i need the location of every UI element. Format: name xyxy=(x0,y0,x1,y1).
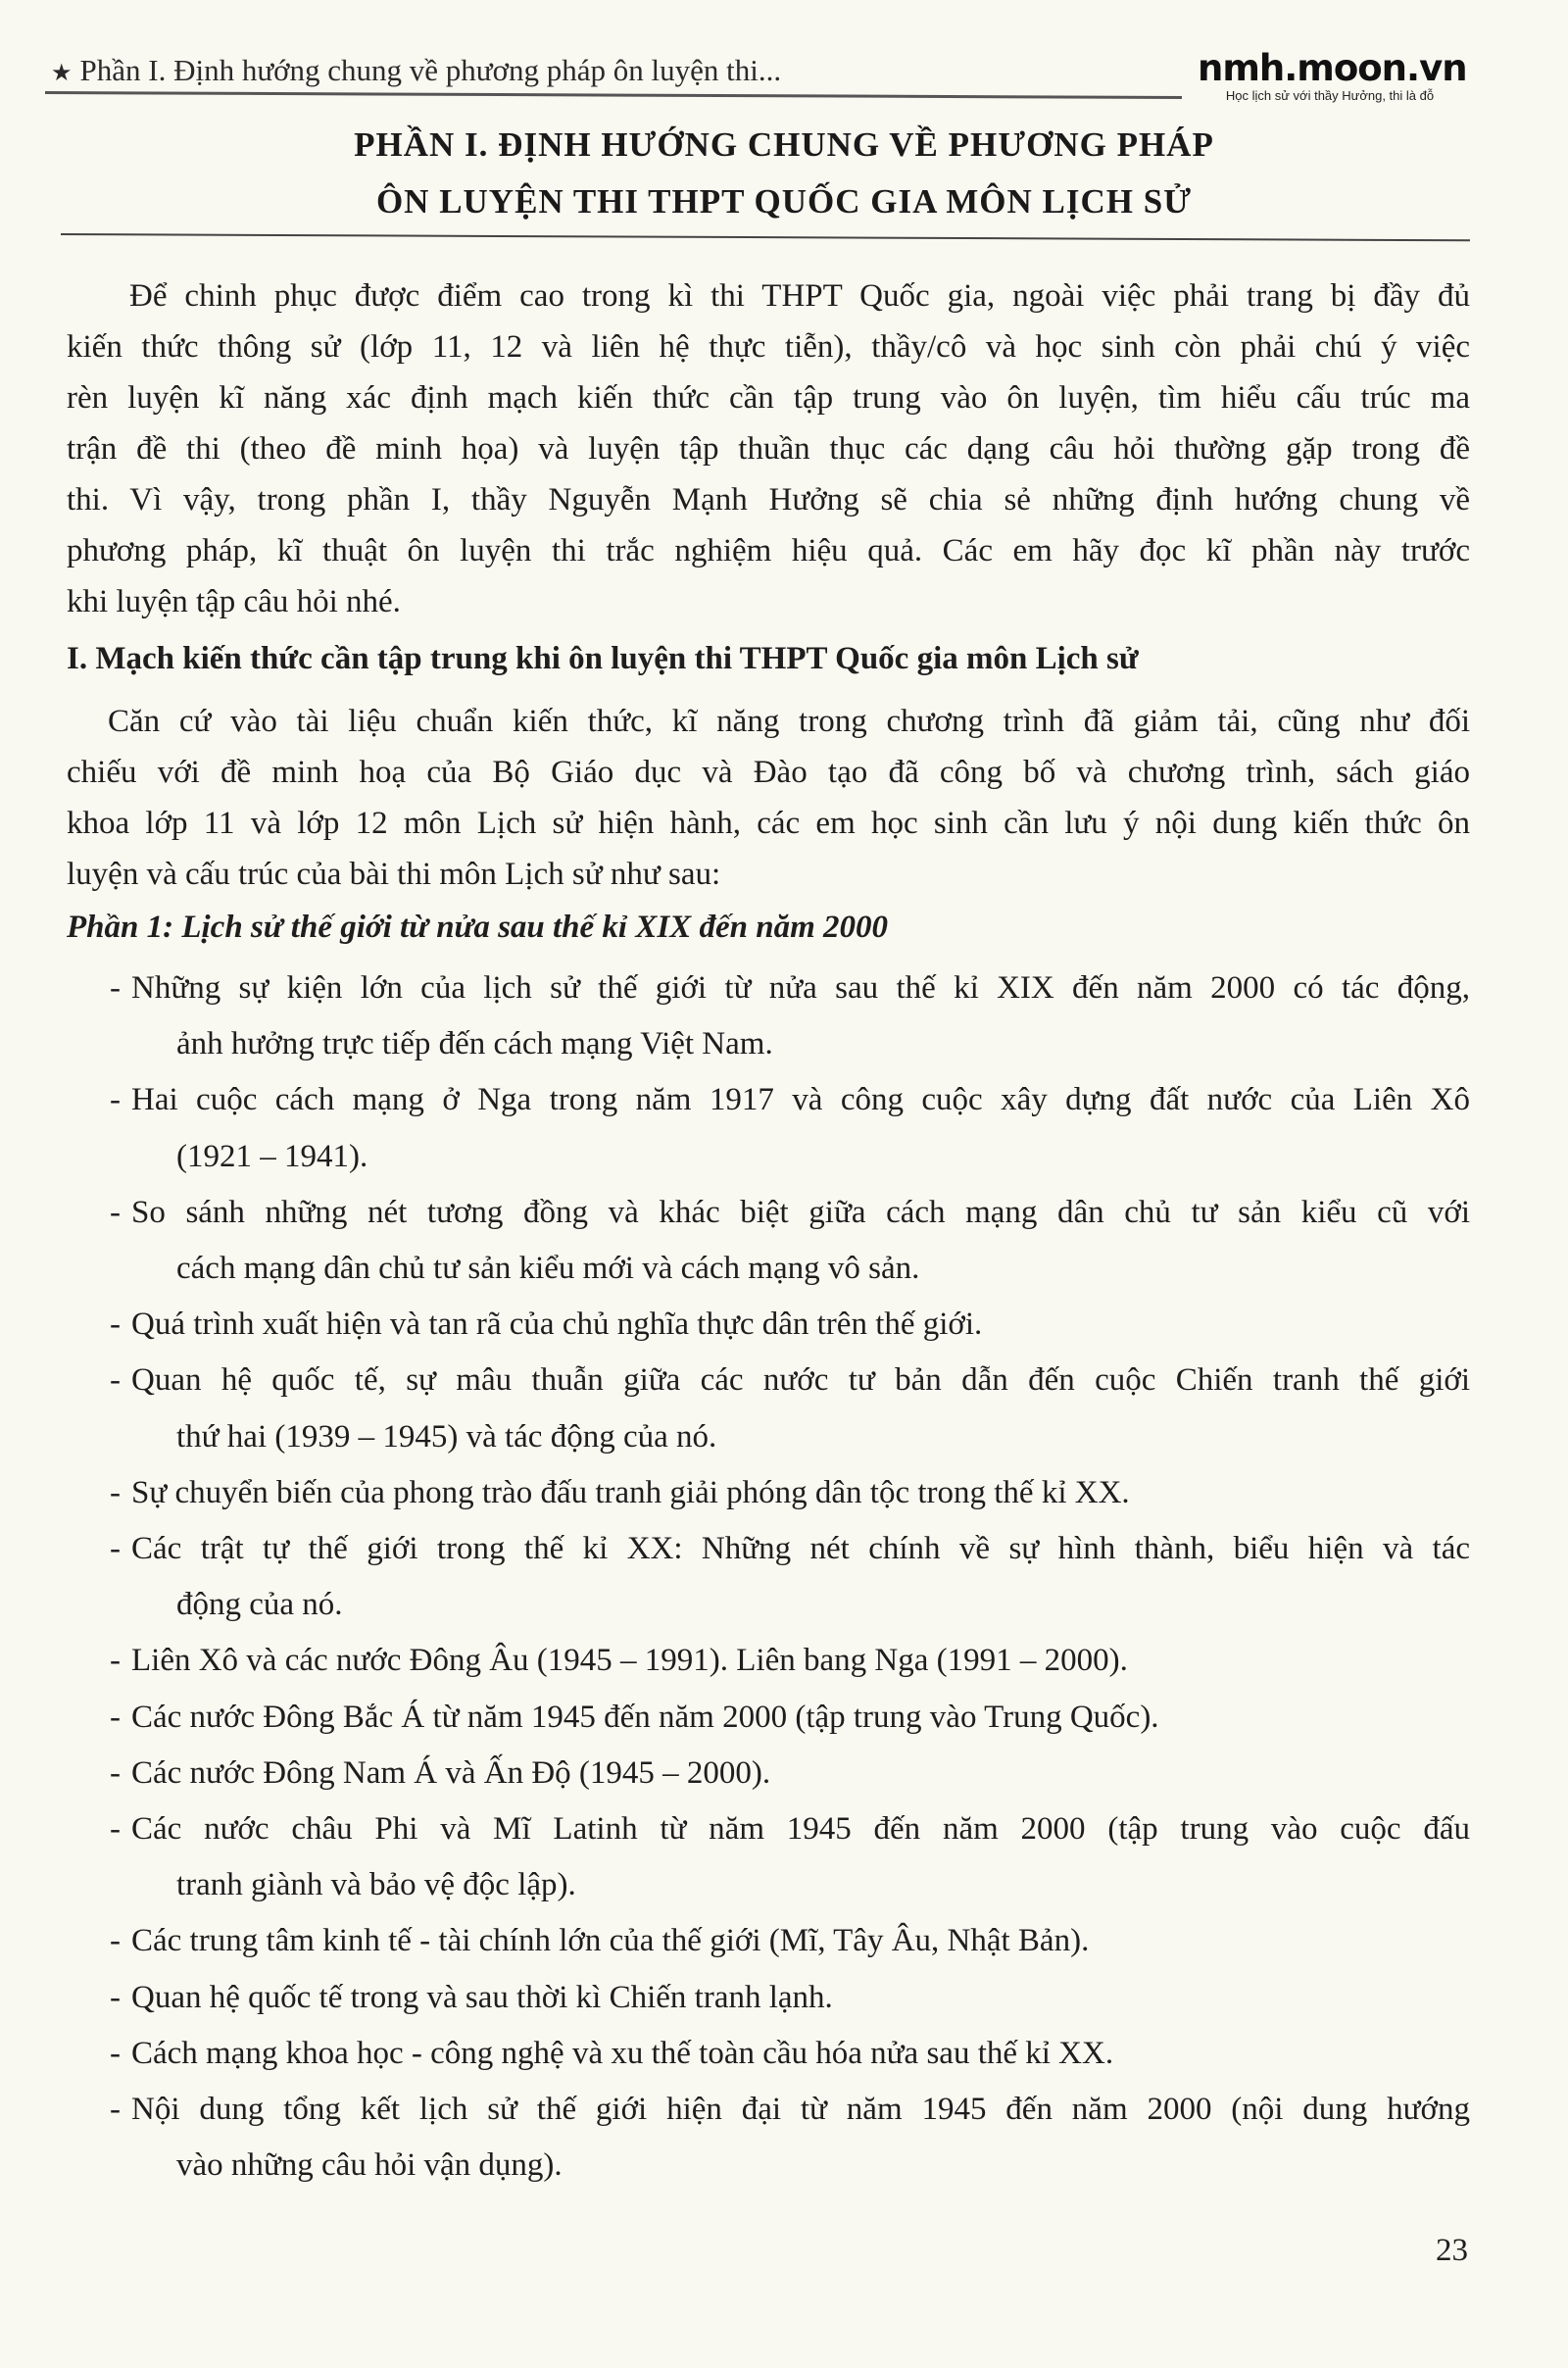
part1-title: Phần 1: Lịch sử thế giới từ nửa sau thế kỉ XIX đến năm 2000 xyxy=(67,910,888,945)
list-item-line: Các trật tự thế giới trong thế kỉ XX: Những nét chính về sự hình thành, biểu hiện và tác xyxy=(131,1531,1470,1566)
list-item-line: (1921 – 1941). xyxy=(176,1138,368,1174)
publisher-logo xyxy=(1198,47,1467,103)
list-bullet: - xyxy=(110,2035,121,2071)
section-paragraph-line: khoa lớp 11 và lớp 12 môn Lịch sử hiện hành, các em học sinh cần lưu ý nội dung kiến thức ôn xyxy=(67,806,1470,841)
list-item-line: So sánh những nét tương đồng và khác biệt giữa cách mạng dân chủ tư sản kiểu cũ với xyxy=(131,1194,1470,1230)
list-bullet: - xyxy=(110,1194,121,1230)
section-paragraph-line: Căn cứ vào tài liệu chuẩn kiến thức, kĩ năng trong chương trình đã giảm tải, cũng như đối xyxy=(108,704,1470,739)
list-bullet: - xyxy=(110,1754,121,1791)
intro-paragraph-line: rèn luyện kĩ năng xác định mạch kiến thức cần tập trung vào ôn luyện, tìm hiểu cấu trúc ma xyxy=(67,380,1470,416)
list-bullet: - xyxy=(110,1699,121,1735)
page-number: 23 xyxy=(1436,2233,1468,2268)
list-item-line: Các trung tâm kinh tế - tài chính lớn của thế giới (Mĩ, Tây Âu, Nhật Bản). xyxy=(131,1923,1090,1959)
list-bullet: - xyxy=(110,1979,121,2015)
list-bullet: - xyxy=(110,970,121,1006)
list-bullet: - xyxy=(110,2092,121,2127)
list-bullet: - xyxy=(110,1811,121,1847)
list-item-line: Quá trình xuất hiện và tan rã của chủ nghĩa thực dân trên thế giới. xyxy=(131,1307,983,1343)
intro-paragraph-line: phương pháp, kĩ thuật ôn luyện thi trắc nghiệm hiệu quả. Các em hãy đọc kĩ phần này trước xyxy=(67,533,1470,568)
list-bullet: - xyxy=(110,1643,121,1679)
star-icon: ★ xyxy=(51,61,73,86)
list-item-line: Sự chuyển biến của phong trào đấu tranh giải phóng dân tộc trong thế kỉ XX. xyxy=(131,1474,1130,1510)
list-bullet: - xyxy=(110,1531,121,1566)
intro-paragraph-line: thi. Vì vậy, trong phần I, thầy Nguyễn Mạnh Hưởng sẽ chia sẻ những định hướng chung về xyxy=(67,482,1470,518)
intro-paragraph-line: Để chinh phục được điểm cao trong kì thi THPT Quốc gia, ngoài việc phải trang bị đầy đủ xyxy=(129,278,1470,314)
intro-paragraph-line: kiến thức thông sử (lớp 11, 12 và liên hệ thực tiễn), thầy/cô và học sinh còn phải chú ý việc xyxy=(67,329,1470,365)
list-item-line: tranh giành và bảo vệ độc lập). xyxy=(176,1867,576,1903)
list-bullet: - xyxy=(110,1474,121,1510)
logo-text: nmh.moon.vn xyxy=(1198,47,1467,89)
intro-paragraph-line: trận đề thi (theo đề minh họa) và luyện tập thuần thục các dạng câu hỏi thường gặp trong đề xyxy=(67,431,1470,467)
list-item-line: ảnh hưởng trực tiếp đến cách mạng Việt Nam. xyxy=(176,1026,773,1062)
chapter-title-line-2: ÔN LUYỆN THI THPT QUỐC GIA MÔN LỊCH SỬ xyxy=(375,182,1193,221)
running-header xyxy=(51,53,781,88)
list-item-line: vào những câu hỏi vận dụng). xyxy=(176,2147,563,2184)
list-item-line: Liên Xô và các nước Đông Âu (1945 – 1991). Liên bang Nga (1991 – 2000). xyxy=(131,1643,1128,1679)
list-item-line: Hai cuộc cách mạng ở Nga trong năm 1917 và công cuộc xây dựng đất nước của Liên Xô xyxy=(131,1082,1470,1118)
list-item-line: động của nó. xyxy=(176,1587,343,1623)
list-bullet: - xyxy=(110,1362,121,1399)
list-item-line: Cách mạng khoa học - công nghệ và xu thế toàn cầu hóa nửa sau thế kỉ XX. xyxy=(131,2035,1114,2071)
list-item-line: Các nước Đông Bắc Á từ năm 1945 đến năm 2000 (tập trung vào Trung Quốc). xyxy=(131,1699,1159,1735)
section-heading: I. Mạch kiến thức cần tập trung khi ôn luyện thi THPT Quốc gia môn Lịch sử xyxy=(67,641,1139,676)
list-item-line: thứ hai (1939 – 1945) và tác động của nó. xyxy=(176,1418,717,1455)
list-item-line: Quan hệ quốc tế trong và sau thời kì Chiến tranh lạnh. xyxy=(131,1979,833,2015)
section-paragraph-line: luyện và cấu trúc của bài thi môn Lịch sử như sau: xyxy=(67,857,721,892)
title-rule xyxy=(61,233,1470,241)
chapter-title-line-1: PHẦN I. ĐỊNH HƯỚNG CHUNG VỀ PHƯƠNG PHÁP xyxy=(354,125,1214,164)
logo-tagline: Học lịch sử với thầy Hưởng, thi là đỗ xyxy=(1225,88,1435,103)
list-bullet: - xyxy=(110,1923,121,1959)
list-item-line: Các nước châu Phi và Mĩ Latinh từ năm 1945 đến năm 2000 (tập trung vào cuộc đấu xyxy=(131,1811,1470,1847)
list-item-line: cách mạng dân chủ tư sản kiểu mới và cách mạng vô sản. xyxy=(176,1251,920,1286)
running-title: Phần I. Định hướng chung về phương pháp ôn luyện thi... xyxy=(79,53,782,87)
section-paragraph-line: chiếu với đề minh hoạ của Bộ Giáo dục và Đào tạo đã công bố và chương trình, sách giáo xyxy=(67,755,1470,790)
intro-paragraph-line: khi luyện tập câu hỏi nhé. xyxy=(67,584,401,619)
list-item-line: Quan hệ quốc tế, sự mâu thuẫn giữa các nước tư bản dẫn đến cuộc Chiến tranh thế giới xyxy=(131,1362,1470,1399)
list-item-line: Nội dung tổng kết lịch sử thế giới hiện đại từ năm 1945 đến năm 2000 (nội dung hướng xyxy=(131,2092,1470,2127)
list-bullet: - xyxy=(110,1307,121,1343)
list-item-line: Các nước Đông Nam Á và Ấn Độ (1945 – 2000). xyxy=(131,1754,771,1791)
list-item-line: Những sự kiện lớn của lịch sử thế giới từ nửa sau thế kỉ XIX đến năm 2000 có tác động, xyxy=(131,970,1470,1006)
header-rule xyxy=(45,91,1182,99)
list-bullet: - xyxy=(110,1082,121,1118)
